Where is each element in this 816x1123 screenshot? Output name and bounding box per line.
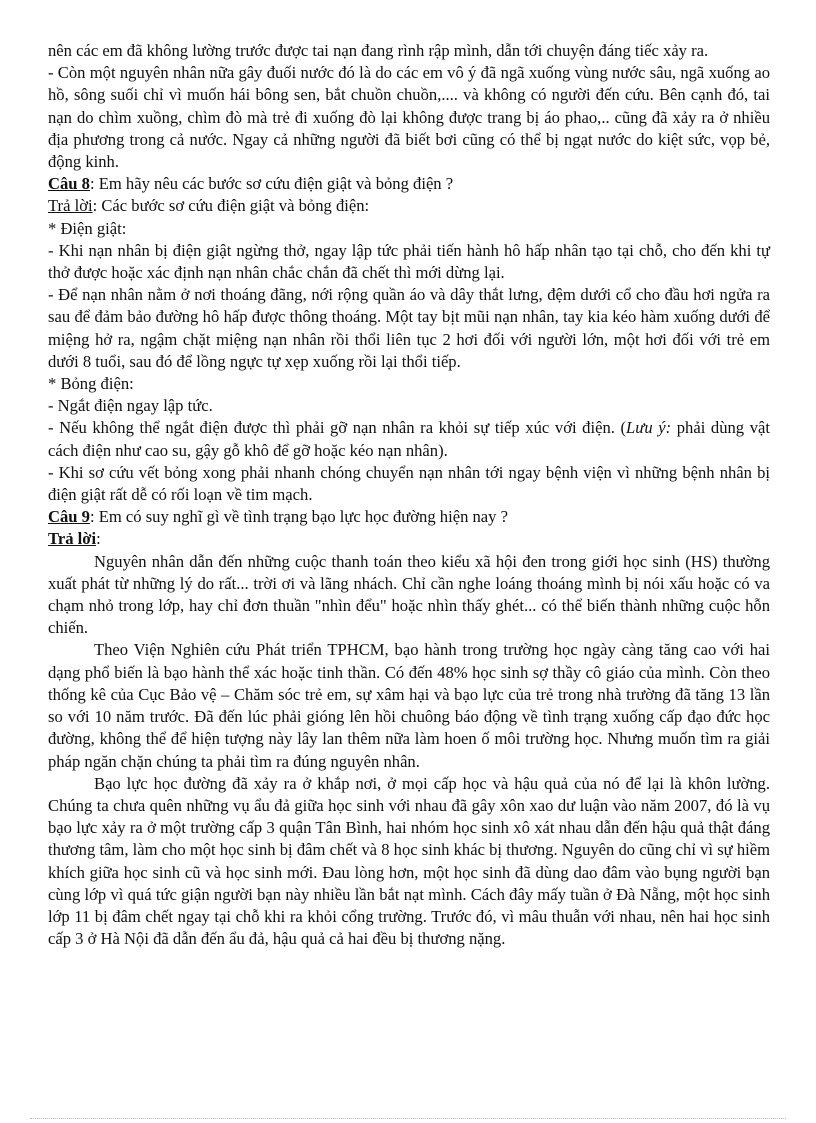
separate-victim-note: phải dùng vật cách điện như cao su, gậy gỗ khô để gỡ hoặc kéo nạn nhân). <box>48 418 770 460</box>
question-8-label: Câu 8 <box>48 174 90 194</box>
paragraph-drowning-cont: nên các em đã không lường trước được tai nạn đang rình rập mình, dẫn tới chuyện đáng tiếc xảy ra. <box>48 41 709 60</box>
separate-victim-text: - Nếu không thể ngắt điện được thì phải gỡ nạn nhân ra khỏi sự tiếp xúc với điện. ( <box>48 418 627 438</box>
paragraph-hospital: - Khi sơ cứu vết bỏng xong phải nhanh chóng chuyển nạn nhân tới ngay bệnh viện vì những bệnh nhân bị điện giật rất dễ có rối loạn về tim mạch. <box>48 462 770 505</box>
paragraph-airway: - Để nạn nhân nằm ở nơi thoáng đãng, nới rộng quần áo và dây thắt lưng, đệm dưới cổ cho đầu hơi ngửa ra sau để đảm bảo đường hô hấp được thông thoáng. Một tay bịt mũi nạn nhân, tay kia kéo hàm xuống dưới để miệng hở ra, ngậm chặt miệng nạn nhân rồi thổi liên tục 2 hơi đối với người lớn, một hơi đối với trẻ em dưới 8 tuổi, sau đó để lồng ngực tự xẹp xuống rồi lại thổi tiếp. <box>48 285 770 371</box>
page-bottom-border <box>30 1118 786 1119</box>
question-9-label: Câu 9 <box>48 507 90 527</box>
note-label: Lưu ý: <box>626 418 672 438</box>
document-page <box>48 40 770 950</box>
answer-8-label: Trả lời <box>48 196 93 216</box>
heading-electric-burn: * Bỏng điện: <box>48 374 134 394</box>
question-9 <box>48 506 770 528</box>
paragraph-incidents: Bạo lực học đường đã xảy ra ở khắp nơi, ở mọi cấp học và hậu quả của nó để lại là khôn lường. Chúng ta chưa quên những vụ ẩu đả giữa học sinh với nhau đã gây xôn xao dư luận vào năm 2007, đó là vụ bạo lực xảy ra ở một trường cấp 3 quận Tân Bình, hai nhóm học sinh xô xát nhau dẫn đến hậu quả thật đáng thương tâm, làm cho một học sinh bị đâm chết và 8 học sinh khác bị thương. Nguyên do cũng chỉ vì sự hiềm khích giữa học sinh cũ và học sinh mới. Đau lòng hơn, một học sinh đã dùng dao đâm vào bụng người bạn cùng lớp vì quá tức giận người bạn này nhiều lần bắt nạt mình. Cách đây mấy tuần ở Đà Nẵng, một học sinh lớp 11 bị đâm chết ngay tại chỗ khi ra khỏi cổng trường. Trước đó, vì mâu thuẫn với nhau, nên hai học sinh cấp 3 ở Hà Nội đã dẫn đến ẩu đả, hậu quả cả hai đều bị thương nặng. <box>48 773 770 949</box>
paragraph-cpr: - Khi nạn nhân bị điện giật ngừng thở, ngay lập tức phải tiến hành hô hấp nhân tạo tại chỗ, cho đến khi tự thở được hoặc xác định nạn nhân chắc chắn đã chết thì mới dừng lại. <box>48 240 770 283</box>
paragraph-causes: Nguyên nhân dẫn đến những cuộc thanh toán theo kiểu xã hội đen trong giới học sinh (HS) thường xuất phát từ những lý do rất... trời ơi và lãng nhách. Chỉ cần nghe loáng thoáng mình bị nói xấu hoặc có va chạm nhỏ trong lớp, hay chỉ đơn thuần "nhìn đểu" hoặc nhìn thấy ghét... có thể biến thành những cuộc hỗn chiến. <box>48 551 770 638</box>
answer-8-text: : Các bước sơ cứu điện giật và bỏng điện: <box>92 196 370 216</box>
paragraph-cut-power: - Ngắt điện ngay lập tức. <box>48 396 213 416</box>
paragraph-drowning-cause: - Còn một nguyên nhân nữa gây đuối nước đó là do các em vô ý đã ngã xuống vùng nước sâu, ngã xuống ao hồ, sông suối chỉ vì muốn hái bông sen, bắt chuồn chuồn,.... và không có người đến cứu. Bên cạnh đó, tai nạn do chìm xuồng, chìm đò mà trẻ đi xuống đò lại không được trang bị áo phao,.. cũng đã xảy ra ở nhiều địa phương trong cả nước. Ngay cả những người đã biết bơi cũng có thể bị ngạt nước do kiệt sức, vọp bẻ, động kinh. <box>48 63 770 172</box>
question-8 <box>48 173 770 195</box>
paragraph-statistics: Theo Viện Nghiên cứu Phát triển TPHCM, bạo hành trong trường học ngày càng tăng cao với hai dạng phổ biến là bạo hành thể xác hoặc tinh thần. Có đến 48% học sinh sợ thầy cô giáo của mình. Còn theo thống kê của Cục Bảo vệ – Chăm sóc trẻ em, sự xâm hại và bạo lực của trẻ trong nhà trường đã tăng 13 lần so với 10 năm trước. Đã đến lúc phải gióng lên hồi chuông báo động về tình trạng xuống cấp đạo đức học đường, không thể để hiện tượng này lây lan thêm nữa làm hoen ố môi trường học. Nhưng muốn tìm ra giải pháp ngăn chặn chúng ta phải tìm ra đúng nguyên nhân. <box>48 640 770 771</box>
question-9-text: : Em có suy nghĩ gì về tình trạng bạo lực học đường hiện nay ? <box>89 507 508 527</box>
answer-9-text: : <box>96 529 101 549</box>
paragraph-separate-victim <box>48 417 770 461</box>
question-8-text: : Em hãy nêu các bước sơ cứu điện giật và bỏng điện ? <box>89 174 454 194</box>
heading-electric-shock: * Điện giật: <box>48 218 127 238</box>
answer-9-label: Trả lời <box>48 529 97 549</box>
answer-9 <box>48 528 770 550</box>
answer-8 <box>48 195 770 217</box>
